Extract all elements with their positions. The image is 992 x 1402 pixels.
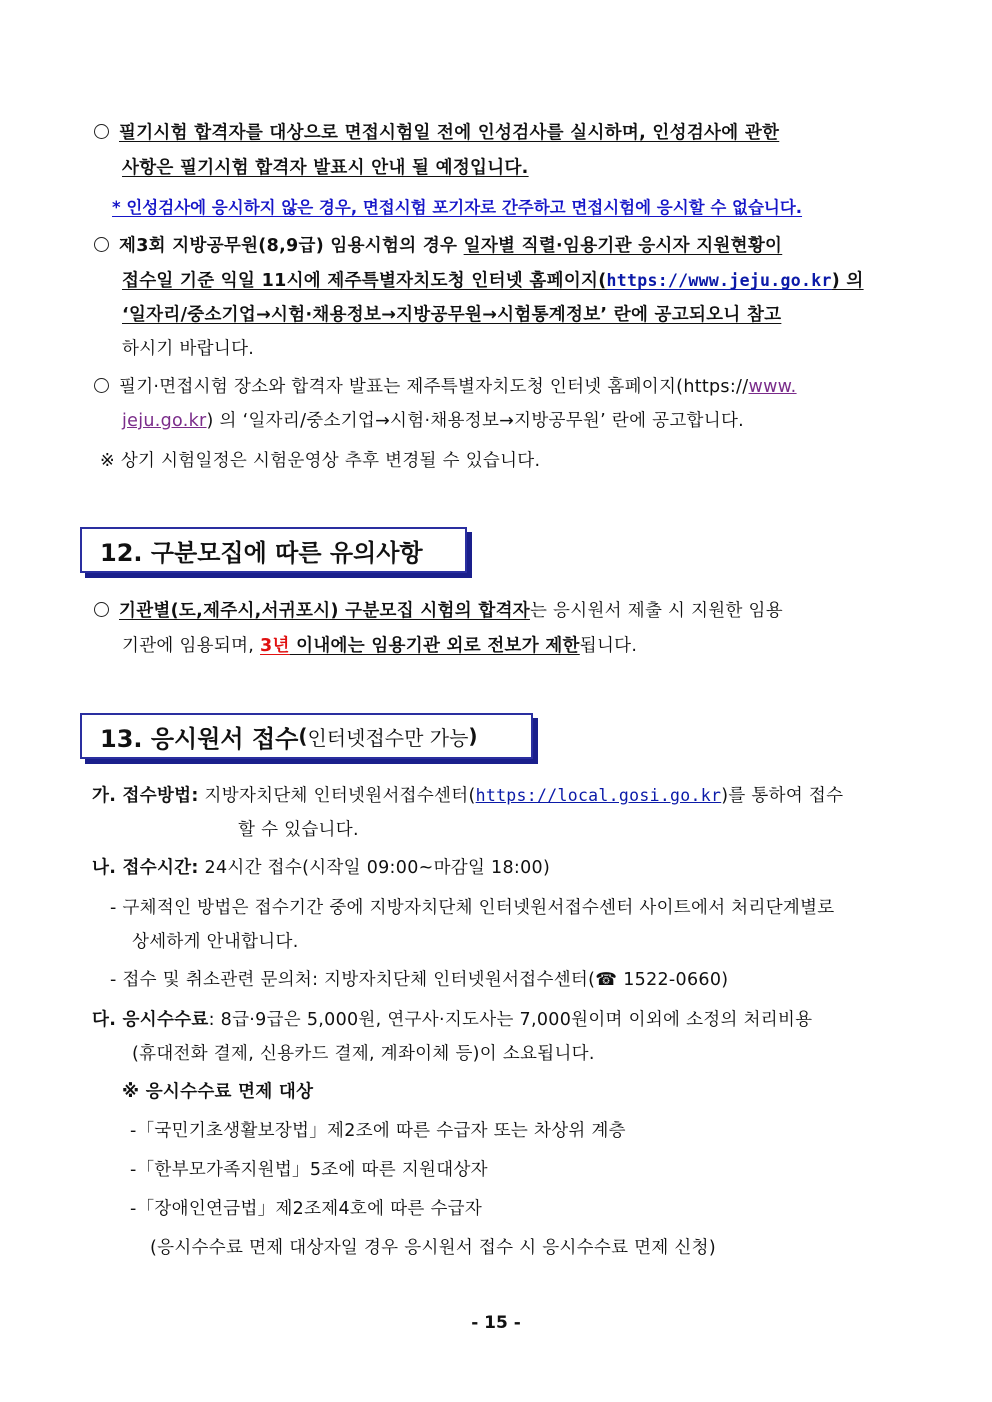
paragraph-line: 할 수 있습니다.	[238, 820, 359, 840]
item-application-time: 나. 접수시간: 24시간 접수(시작일 09:00~마감일 18:00)	[92, 858, 551, 878]
section-12-heading: 12. 구분모집에 따른 유의사항	[80, 527, 467, 573]
paragraph-separate-recruitment: 기관별(도,제주시,서귀포시) 구분모집 시험의 합격자는 응시원서 제출 시 지원한 임용	[94, 598, 783, 624]
paragraph-line: (휴대전화 결제, 신용카드 결제, 계좌이체 등)이 소요됩니다.	[132, 1044, 595, 1064]
fee-exemption-title: ※ 응시수수료 면제 대상	[122, 1082, 314, 1102]
paragraph-line: 하시기 바랍니다.	[122, 339, 255, 359]
paragraph-personality-test: 필기시험 합격자를 대상으로 면접시험일 전에 인성검사를 실시하며, 인성검사에 관한	[94, 120, 779, 146]
exemption-note: (응시수수료 면제 대상자일 경우 응시원서 접수 시 응시수수료 면제 신청)	[150, 1238, 716, 1258]
exemption-item: -「한부모가족지원법」5조에 따른 지원대상자	[130, 1160, 488, 1180]
jeju-homepage-link[interactable]: https://www.jeju.go.kr	[606, 271, 832, 290]
note-personality-test: * 인성검사에 응시하지 않은 경우, 면접시험 포기자로 간주하고 면접시험에 응시할 수 없습니다.	[112, 198, 803, 217]
paragraph-line: ‘일자리/중소기업→시험·채용정보→지방공무원→시험통계정보’ 란에 공고되오니 참고	[122, 305, 782, 325]
bullet-circle-icon	[94, 602, 109, 617]
paragraph-line: 사항은 필기시험 합격자 발표시 안내 될 예정입니다.	[122, 158, 529, 178]
item-application-fee: 다. 응시수수료: 8급·9급은 5,000원, 연구사·지도사는 7,000원이며 이외에 소정의 처리비용	[92, 1010, 813, 1030]
detail-contact: - 접수 및 취소관련 문의처: 지방자치단체 인터넷원서접수센터(☎ 1522-0660)	[110, 970, 729, 990]
detail-method: - 구체적인 방법은 접수기간 중에 지방자치단체 인터넷원서접수센터 사이트에서 처리단계별로	[110, 898, 835, 918]
bullet-circle-icon	[94, 237, 109, 252]
item-application-method: 가. 접수방법: 지방자치단체 인터넷원서접수센터(https://local.gosi.go.kr)를 통하여 접수	[92, 786, 844, 806]
paragraph-line: 기관에 임용되며, 3년 이내에는 임용기관 외로 전보가 제한됩니다.	[122, 636, 638, 656]
jeju-homepage-link[interactable]: www.	[748, 377, 797, 397]
paragraph-line: jeju.go.kr) 의 ‘일자리/중소기업→시험·채용정보→지방공무원’ 란에 공고합니다.	[122, 411, 745, 431]
paragraph-exam-location: 필기·면접시험 장소와 합격자 발표는 제주특별자치도청 인터넷 홈페이지(https://www.	[94, 374, 797, 400]
schedule-change-note: ※ 상기 시험일정은 시험운영상 추후 변경될 수 있습니다.	[100, 451, 541, 471]
paragraph-applicant-status: 제3회 지방공무원(8,9급) 임용시험의 경우 일자별 직렬·임용기관 응시자 지원현황이	[94, 233, 782, 259]
paragraph-line: 상세하게 안내합니다.	[132, 932, 299, 952]
gosi-application-link[interactable]: https://local.gosi.go.kr	[475, 786, 722, 805]
page-number: - 15 -	[471, 1313, 521, 1333]
bullet-circle-icon	[94, 124, 109, 139]
bullet-circle-icon	[94, 378, 109, 393]
section-13-heading: 13. 응시원서 접수 ( 인터넷접수만 가능 )	[80, 713, 533, 759]
exemption-item: -「국민기초생활보장법」제2조에 따른 수급자 또는 차상위 계층	[130, 1121, 626, 1141]
jeju-homepage-link[interactable]: jeju.go.kr	[122, 411, 207, 431]
paragraph-line: 접수일 기준 익일 11시에 제주특별자치도청 인터넷 홈페이지(https://www.jeju.go.kr) 의	[122, 271, 864, 291]
exemption-item: -「장애인연금법」제2조제4호에 따른 수급자	[130, 1199, 483, 1219]
